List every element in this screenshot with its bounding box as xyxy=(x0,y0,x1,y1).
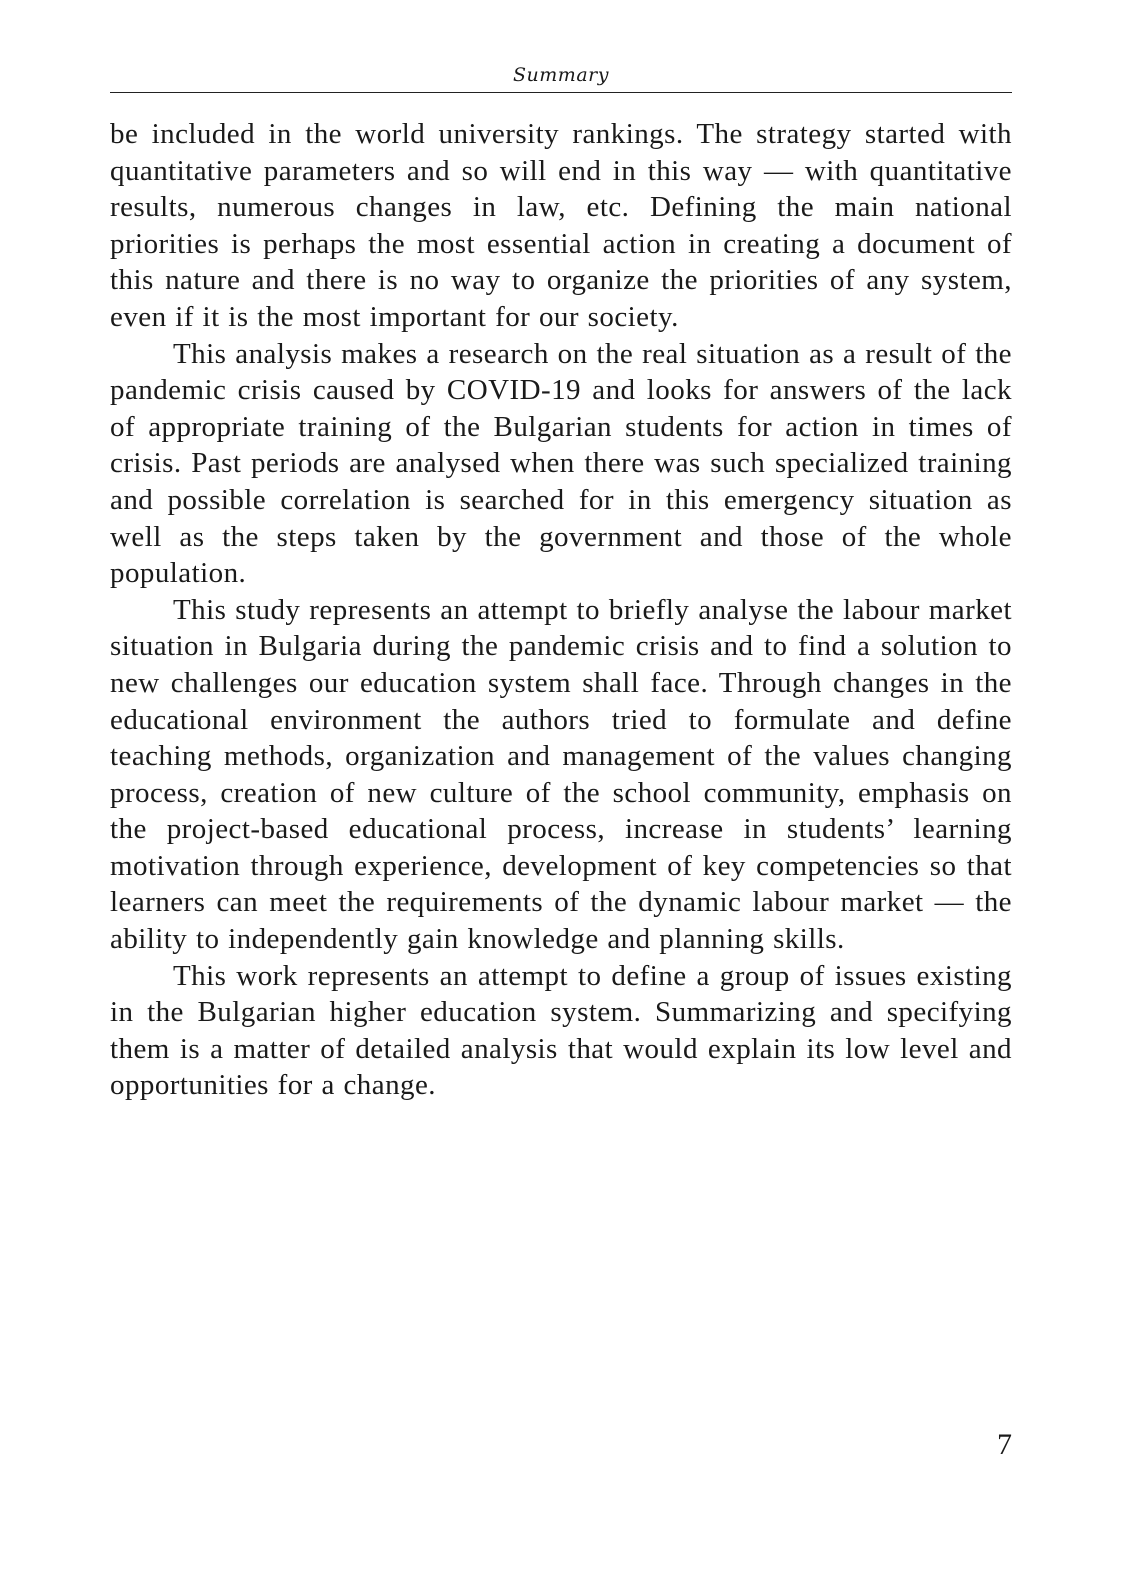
paragraph-continued: be included in the world university rankings. The strategy started with quantitative parameters and so will end in this way — with quantitative results, numerous changes in law, etc. Defining the main national priorities is perhaps the most essential action in creating a document of this nature and there is no way to organize the priorities of any system, even if it is the most important for our society. xyxy=(110,118,1012,333)
running-header: Summary xyxy=(110,62,1012,93)
body-text xyxy=(110,116,1012,1104)
paragraph-labour-market: This study represents an attempt to briefly analyse the labour market situation in Bulgaria during the pandemic crisis and to find a solution to new challenges our education system shall face. Through changes in the educational environment the authors tried to formulate and define teaching methods, organization and management of the values changing process, creation of new culture of the school community, emphasis on the project-based educational process, increase in students’ learning motivation through experience, development of key competencies so that learners can meet the requirements of the dynamic labour market — the ability to independently gain knowledge and planning skills. xyxy=(110,593,1012,956)
page-number: 7 xyxy=(997,1428,1012,1461)
paragraph-higher-education: This work represents an attempt to define a group of issues existing in the Bulgarian higher education system. Summarizing and specifying them is a matter of detailed analysis that would explain its low level and opportunities for a change. xyxy=(110,959,1012,1102)
paragraph-covid-analysis: This analysis makes a research on the real situation as a result of the pandemic crisis caused by COVID-19 and looks for answers of the lack of appropriate training of the Bulgarian students for action in times of crisis. Past periods are analysed when there was such specialized training and possible correlation is searched for in this emergency situation as well as the steps taken by the government and those of the whole population. xyxy=(110,337,1012,590)
